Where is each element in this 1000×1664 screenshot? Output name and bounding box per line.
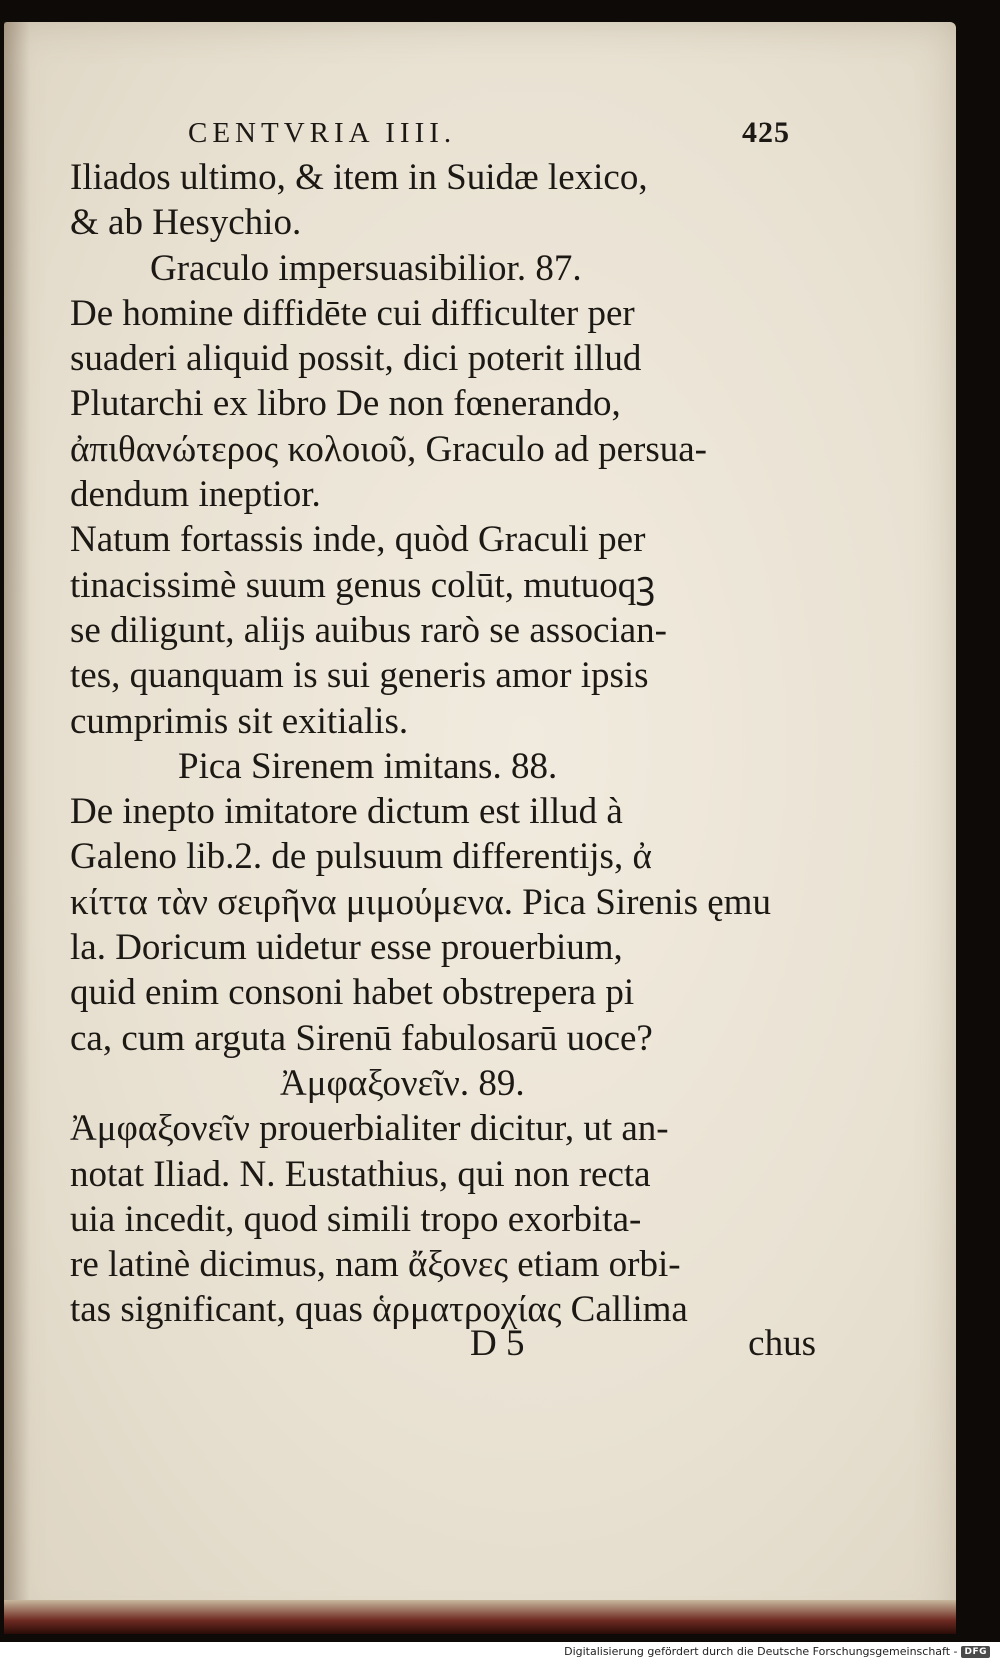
text-line: cumprimis sit exitialis.: [70, 700, 409, 742]
text-line: Ἀμφαξονεῖν prouerbialiter dicitur, ut an-: [70, 1108, 669, 1150]
text-line: re latinè dicimus, nam ἄξονες etiam orbi-: [70, 1244, 681, 1286]
text-line: suaderi aliquid possit, dici poterit illud: [70, 338, 642, 380]
section-heading: Pica Sirenem imitans. 88.: [178, 745, 558, 787]
text-line: Galeno lib.2. de pulsuum differentijs, ἀ: [70, 836, 652, 878]
page-gutter-shadow: [4, 22, 30, 1602]
text-line: ἀπιθανώτερος κολοιοῦ, Graculo ad persua-: [70, 428, 708, 470]
page-text-block: [70, 110, 816, 1364]
text-line: ca, cum arguta Sirenū fabulosarū uoce?: [70, 1017, 653, 1059]
running-title: CENTVRIA IIII.: [188, 117, 457, 149]
folio-number: 425: [742, 116, 790, 149]
text-line: quid enim consoni habet obstrepera pi: [70, 972, 635, 1014]
digitization-credit: [564, 1645, 990, 1658]
section-heading: Graculo impersuasibilior. 87.: [150, 247, 582, 289]
signature-mark: D 5: [470, 1323, 525, 1364]
text-line: Iliados ultimo, & item in Suidæ lexico,: [70, 157, 648, 198]
text-line: tas significant, quas ἁρματροχίας Callima: [70, 1289, 688, 1331]
text-line: la. Doricum uidetur esse prouerbium,: [70, 927, 623, 969]
text-lines: [70, 155, 790, 1333]
text-line: De inepto imitatore dictum est illud à: [70, 791, 623, 833]
section-heading: Ἀμφαξονεῖν. 89.: [280, 1062, 525, 1104]
text-line: & ab Hesychio.: [70, 202, 302, 244]
dfg-logo-icon: DFG: [961, 1646, 990, 1658]
text-line: notat Iliad. N. Eustathius, qui non recta: [70, 1153, 651, 1195]
text-line: κίττα τὰν σειρῆνα μιμούμενα. Pica Sirenis ęmu: [70, 881, 771, 923]
text-line: Natum fortassis inde, quòd Graculi per: [70, 519, 646, 561]
text-line: dendum ineptior.: [70, 474, 321, 516]
text-line: tinacissimè suum genus colūt, mutuoqꝫ: [70, 564, 656, 606]
page-footer: [70, 1321, 816, 1366]
catchword: chus: [748, 1323, 816, 1364]
credit-text: Digitalisierung gefördert durch die Deutsche Forschungsgemeinschaft -: [564, 1645, 958, 1658]
page-bottom-edge: [4, 1600, 956, 1634]
text-line: Plutarchi ex libro De non fœnerando,: [70, 383, 621, 425]
text-line: se diligunt, alijs auibus rarò se associan-: [70, 609, 668, 651]
text-line: De homine diffidēte cui difficulter per: [70, 292, 635, 334]
running-header: [70, 110, 790, 155]
text-line: uia incedit, quod simili tropo exorbita-: [70, 1198, 642, 1240]
text-line: tes, quanquam is sui generis amor ipsis: [70, 655, 649, 697]
